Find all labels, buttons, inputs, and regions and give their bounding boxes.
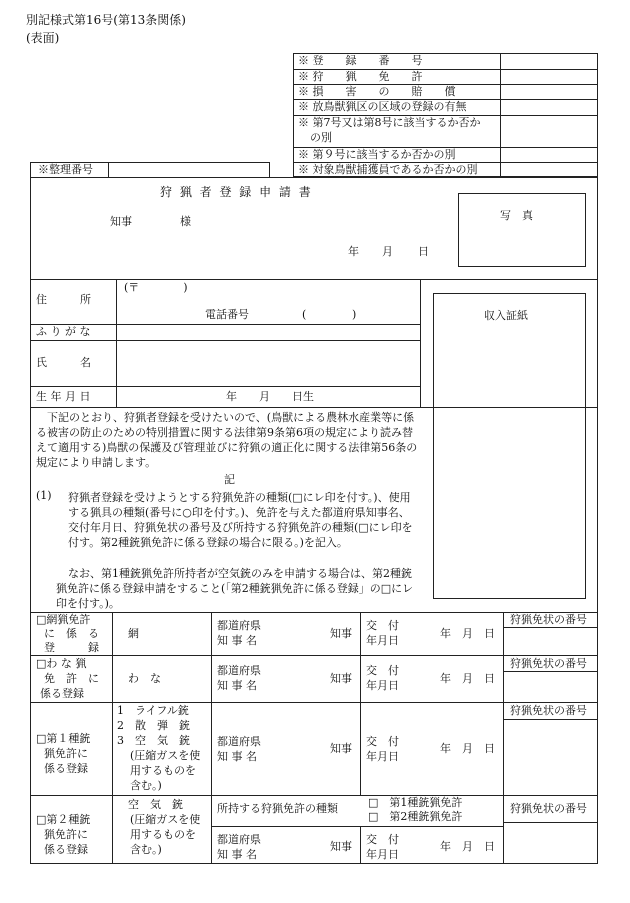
- form-number: 別記様式第16号(第13条関係): [26, 13, 186, 27]
- gun2-issue-label-1: 交 付: [366, 833, 399, 846]
- gun2-held-license-label: 所持する狩猟免許の種類: [217, 802, 338, 815]
- form-side: (表面): [26, 31, 60, 45]
- gun2-pref-label-1: 都道府県: [217, 833, 261, 846]
- revenue-stamp-label: 収入証紙: [484, 309, 528, 322]
- gun1-tool-rifle: 1 ライフル銃: [117, 704, 189, 717]
- gun2-pref-label-2: 知 事 名: [217, 848, 257, 861]
- note-1-text: 狩猟者登録を受けようとする狩猟免許の種類(□にレ印を付す。)、使用する猟具の種類(番号に○印を付す。)、免許を与えた都道府県知事名、交付年月日、狩猟免状の番号及び所持する狩猟免許の種類(□にレ印を付す。第2種銃猟免許に係る登録の場合に限る。)を記入。: [68, 491, 413, 549]
- gun1-governor: 知事: [330, 742, 352, 755]
- net-license-label-3: 登 録: [44, 641, 99, 654]
- net-governor: 知事: [330, 627, 352, 640]
- phone-label: 電話番号: [205, 308, 249, 321]
- name-label: 氏 名: [36, 356, 91, 369]
- date-month: 月: [382, 245, 393, 258]
- form-title: 狩 猟 者 登 録 申 請 書: [160, 185, 313, 199]
- gun2-held-option-1[interactable]: □ 第1種銃猟免許: [368, 796, 463, 809]
- trap-pref-label-1: 都道府県: [217, 664, 261, 677]
- gun1-license-label-3: 係る登録: [44, 762, 88, 775]
- official-row-license: ※ 狩 猟 免 許: [298, 70, 423, 83]
- gun1-pref-label-1: 都道府県: [217, 735, 261, 748]
- gun2-license-no-label: 狩猟免状の番号: [510, 802, 587, 815]
- official-row-compensation: ※ 損 害 の 賠 償: [298, 85, 456, 98]
- trap-license-label-3: 係る登録: [40, 687, 84, 700]
- photo-label: 写 真: [500, 209, 533, 222]
- note-2-text: なお、第1種銃猟免許所持者が空気銃のみを申請する場合は、第2種銃猟免許に係る登録申請をすること(「第2種銃猟免許に係る登録」の□にレ印を付す。)。: [56, 567, 414, 610]
- trap-issue-label-2: 年月日: [366, 679, 399, 692]
- trap-license-label-1[interactable]: □わ な 猟: [36, 657, 87, 670]
- statement-text: 下記のとおり、狩猟者登録を受けたいので、(鳥獣による農林水産業等に係る被害の防止のための特別措置に関する法律第9条第6項の規定により読み替えて適用する)鳥獣の保護及び管理並びに狩猟の適正化に関する法律第56条の規定により申請します。: [36, 411, 418, 469]
- gun2-issue-label-2: 年月日: [366, 848, 399, 861]
- statement-ki: 記: [224, 473, 235, 486]
- gun2-license-label-1[interactable]: □第２種銃: [36, 813, 91, 826]
- address-label: 住 所: [36, 293, 91, 306]
- gun2-tool-airgun-note-1: (圧縮ガスを使: [130, 813, 201, 826]
- gun1-issue-label-1: 交 付: [366, 735, 399, 748]
- reference-number-label: ※整理番号: [38, 163, 93, 176]
- net-tool: 網: [128, 627, 139, 640]
- gun1-issue-date: 年 月 日: [440, 742, 495, 755]
- trap-issue-label-1: 交 付: [366, 664, 399, 677]
- phone-paren-open: (: [302, 308, 307, 321]
- revenue-stamp-box: [433, 293, 586, 599]
- gun2-tool-airgun: 空 気 銃: [128, 798, 183, 811]
- furigana-label: ふ り が な: [36, 325, 91, 338]
- official-row-article-9: ※ 第９号に該当するか否かの別: [298, 148, 456, 161]
- date-day: 日: [418, 245, 429, 258]
- official-row-article-7-8: ※ 第7号又は第8号に該当するか否か: [298, 116, 481, 129]
- gun1-tool-airgun-note-3: 含む。): [130, 779, 162, 792]
- gun2-issue-date: 年 月 日: [440, 840, 495, 853]
- note-1-number: (1): [36, 489, 52, 502]
- date-year: 年: [348, 245, 359, 258]
- trap-license-label-2: 免 許 に: [44, 672, 99, 685]
- postal-code[interactable]: (〒 ): [124, 281, 188, 294]
- trap-pref-label-2: 知 事 名: [217, 679, 257, 692]
- birth-label: 生 年 月 日: [36, 390, 91, 403]
- net-issue-date: 年 月 日: [440, 627, 495, 640]
- gun1-tool-shotgun: 2 散 弾 銃: [117, 719, 190, 732]
- gun1-tool-airgun: 3 空 気 銃: [117, 734, 190, 747]
- governor-label: 知事: [110, 215, 132, 228]
- gun2-held-option-2[interactable]: □ 第2種銃猟免許: [368, 810, 463, 823]
- official-row-registration-no: ※ 登 録 番 号: [298, 54, 423, 67]
- gun2-tool-airgun-note-3: 含む。): [130, 843, 162, 856]
- gun2-tool-airgun-note-2: 用するものを: [130, 828, 196, 841]
- trap-tool: わ な: [128, 672, 161, 685]
- net-issue-label-1: 交 付: [366, 619, 399, 632]
- net-license-no-label: 狩猟免状の番号: [510, 613, 587, 626]
- trap-governor: 知事: [330, 672, 352, 685]
- gun1-tool-airgun-note-2: 用するものを: [130, 764, 196, 777]
- sama-label: 様: [180, 215, 191, 228]
- gun1-license-no-label: 狩猟免状の番号: [510, 704, 587, 717]
- gun1-tool-airgun-note-1: (圧縮ガスを使: [130, 749, 201, 762]
- trap-license-no-label: 狩猟免状の番号: [510, 657, 587, 670]
- net-pref-label-2: 知 事 名: [217, 634, 257, 647]
- net-license-label-1[interactable]: □網猟免許: [36, 613, 91, 626]
- gun1-license-label-2: 猟免許に: [44, 747, 88, 760]
- gun2-governor: 知事: [330, 840, 352, 853]
- official-row-release-area: ※ 放鳥獣猟区の区域の登録の有無: [298, 100, 467, 113]
- net-pref-label-1: 都道府県: [217, 619, 261, 632]
- net-issue-label-2: 年月日: [366, 634, 399, 647]
- trap-issue-date: 年 月 日: [440, 672, 495, 685]
- official-row-article-7-8-cont: の別: [310, 131, 332, 144]
- gun2-license-label-3: 係る登録: [44, 843, 88, 856]
- gun1-license-label-1[interactable]: □第１種銃: [36, 732, 91, 745]
- gun1-issue-label-2: 年月日: [366, 750, 399, 763]
- photo-box: [458, 193, 586, 267]
- official-row-capture-staff: ※ 対象鳥獣捕獲員であるか否かの別: [298, 163, 478, 176]
- birth-value: 年 月 日生: [226, 390, 314, 403]
- phone-paren-close: ): [352, 308, 357, 321]
- net-license-label-2: に 係 る: [44, 627, 99, 640]
- gun2-license-label-2: 猟免許に: [44, 828, 88, 841]
- gun1-pref-label-2: 知 事 名: [217, 750, 257, 763]
